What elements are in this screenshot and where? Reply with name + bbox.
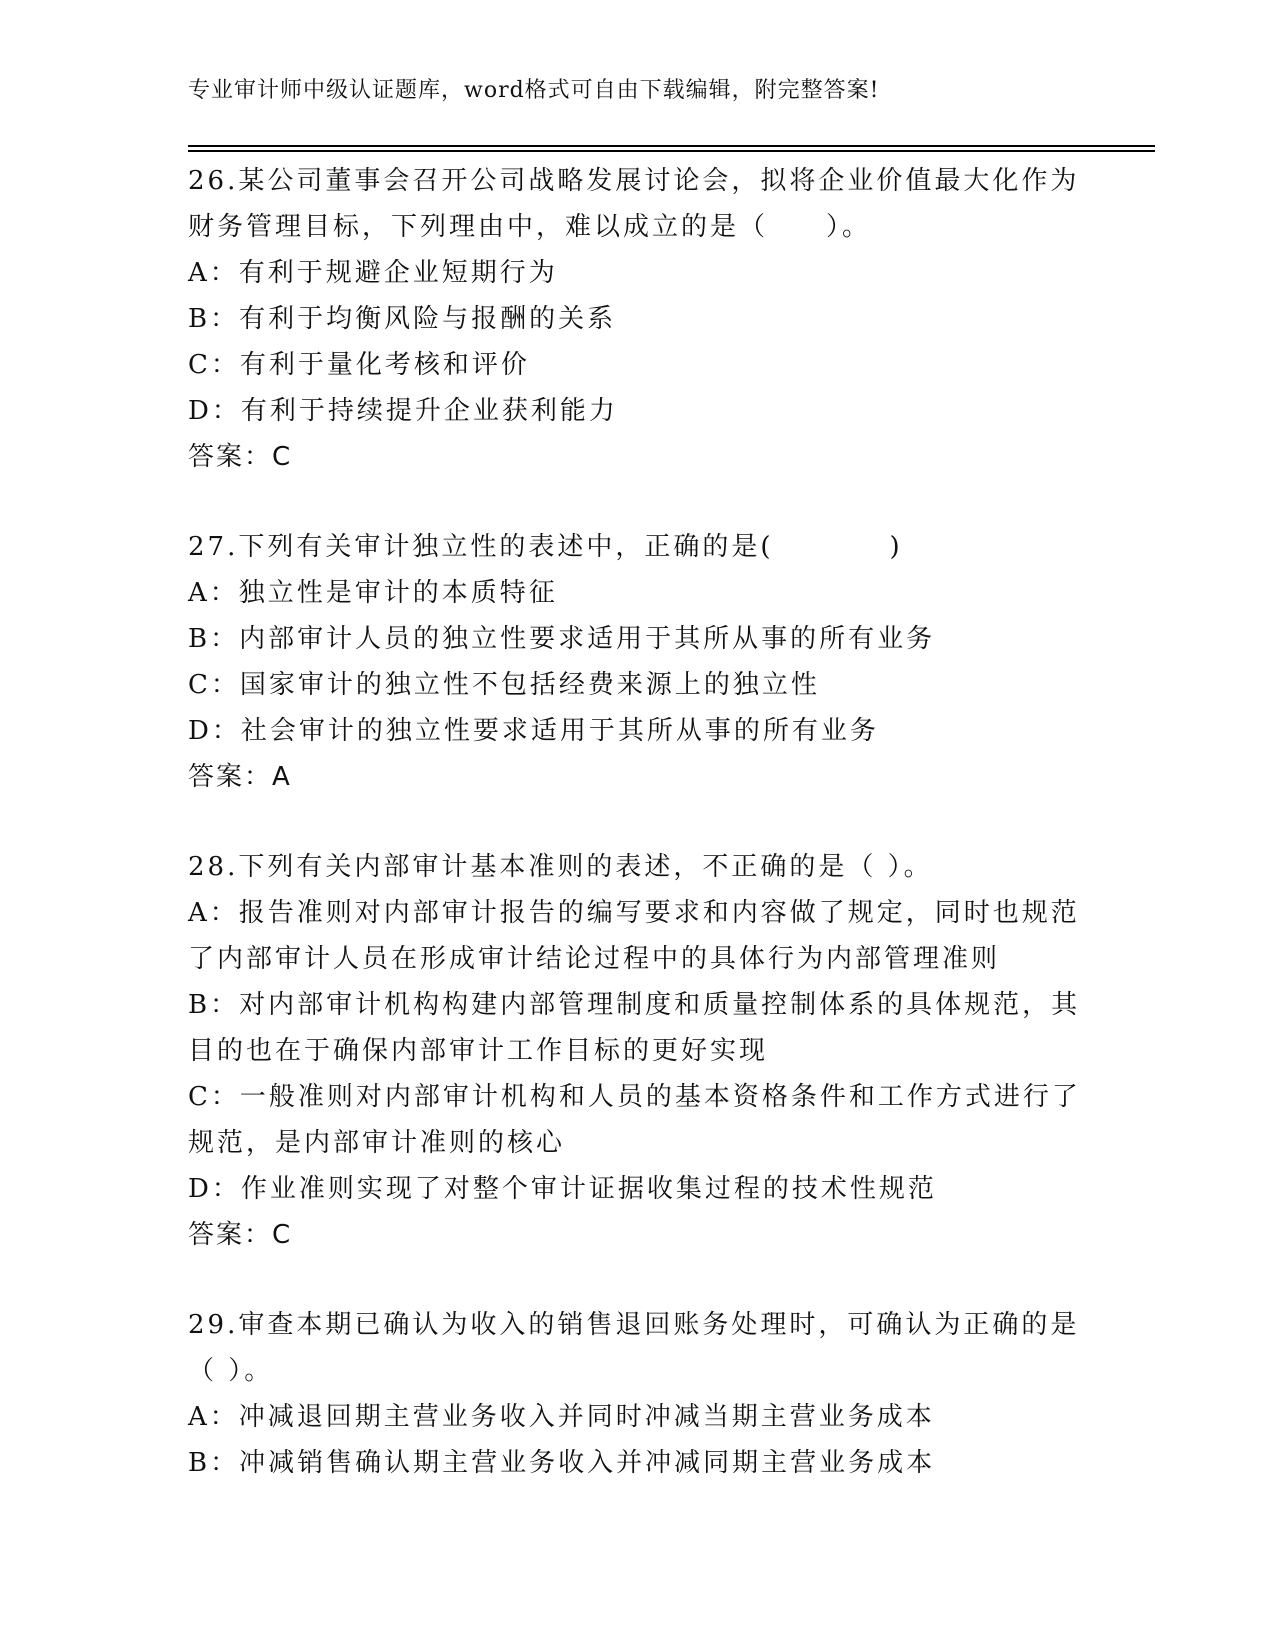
option-a-continued: 了内部审计人员在形成审计结论过程中的具体行为内部管理准则	[188, 944, 1001, 974]
option-d: D：有利于持续提升企业获利能力	[188, 396, 618, 426]
answer: 答案：A	[188, 762, 292, 792]
option-d: D：作业准则实现了对整个审计证据收集过程的技术性规范	[188, 1174, 937, 1204]
option-b: B：对内部审计机构构建内部管理制度和质量控制体系的具体规范，其	[188, 990, 1081, 1020]
question-list	[188, 158, 1088, 1486]
question-stem: 26.某公司董事会召开公司战略发展讨论会，拟将企业价值最大化作为	[188, 166, 1080, 196]
page-header: 专业审计师中级认证题库，word格式可自由下载编辑，附完整答案!	[188, 78, 880, 103]
option-b: B：有利于均衡风险与报酬的关系	[188, 304, 617, 334]
option-a: A：冲减退回期主营业务收入并同时冲减当期主营业务成本	[188, 1402, 935, 1432]
option-b-continued: 目的也在于确保内部审计工作目标的更好实现	[188, 1036, 769, 1066]
question-27	[188, 524, 1088, 800]
question-stem: 28.下列有关内部审计基本准则的表述，不正确的是（ ）。	[188, 852, 933, 882]
header-rule-top	[188, 145, 1155, 147]
option-a: A：有利于规避企业短期行为	[188, 258, 558, 288]
option-a: A：独立性是审计的本质特征	[188, 578, 558, 608]
option-d: D：社会审计的独立性要求适用于其所从事的所有业务	[188, 716, 879, 746]
answer: 答案：C	[188, 442, 293, 472]
option-c: C：有利于量化考核和评价	[188, 350, 530, 380]
question-stem: 27.下列有关审计独立性的表述中，正确的是( )	[188, 532, 903, 562]
answer: 答案：C	[188, 1220, 293, 1250]
option-b: B：内部审计人员的独立性要求适用于其所从事的所有业务	[188, 624, 936, 654]
option-c: C：一般准则对内部审计机构和人员的基本资格条件和工作方式进行了	[188, 1082, 1081, 1112]
option-a: A：报告准则对内部审计报告的编写要求和内容做了规定，同时也规范	[188, 898, 1080, 928]
question-stem: 财务管理目标，下列理由中，难以成立的是（ ）。	[188, 212, 872, 242]
option-c-continued: 规范，是内部审计准则的核心	[188, 1128, 566, 1158]
question-28	[188, 844, 1088, 1258]
question-29	[188, 1302, 1088, 1486]
option-c: C：国家审计的独立性不包括经费来源上的独立性	[188, 670, 820, 700]
header-rule-bottom	[188, 150, 1155, 152]
option-b: B：冲减销售确认期主营业务收入并冲减同期主营业务成本	[188, 1448, 936, 1478]
question-26	[188, 158, 1088, 480]
question-stem: 29.审查本期已确认为收入的销售退回账务处理时，可确认为正确的是	[188, 1310, 1080, 1340]
question-stem: （ ）。	[188, 1356, 274, 1386]
